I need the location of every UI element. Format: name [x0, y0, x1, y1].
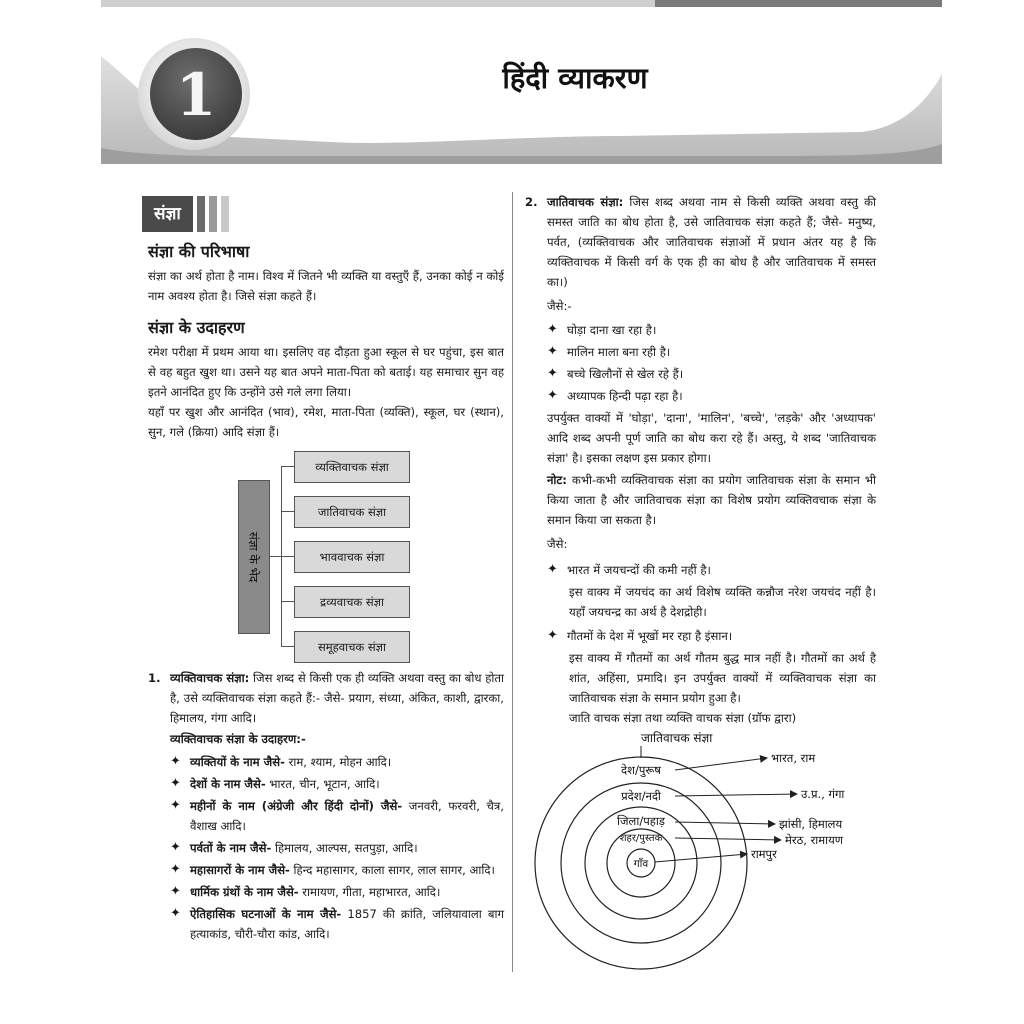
list-item	[547, 364, 876, 384]
list-item	[170, 882, 504, 902]
list-item-label: महीनों के नाम (अंग्रेजी और हिंदी दोनों) जैसे-	[190, 799, 403, 813]
bullet-star-icon: ✦	[547, 562, 558, 577]
note-label: नोट:	[547, 473, 567, 487]
definition-heading: संज्ञा की परिभाषा	[148, 242, 250, 261]
item-number: 1.	[148, 671, 161, 685]
list-item-text: घोड़ा दाना खा रहा है।	[567, 323, 657, 337]
chapter-title: हिंदी व्याकरण	[502, 61, 648, 95]
such-as-label: जैसे:-	[547, 299, 572, 313]
examples-text-2: यहाँ पर खुश और आनंदित (भाव), रमेश, माता-पिता (व्यक्ति), स्कूल, घर (स्थान), सुन, गले (क्रिया) आदि संज्ञा हैं।	[148, 405, 504, 439]
outer-label: जातिवाचक संज्ञा	[641, 731, 713, 745]
diagram-type-box: समूहवाचक संज्ञा	[294, 631, 410, 663]
list-item-text: राम, श्याम, मोहन आदि।	[284, 755, 392, 769]
list-item-text: गौतमों के देश में भूखों मर रहा है इंसान।	[567, 629, 733, 643]
top-bar-dark	[655, 0, 942, 7]
list-item-text: हिन्द महासागर, काला सागर, लाल सागर, आदि।	[289, 863, 495, 877]
list-item	[170, 860, 504, 880]
list-item-label: देशों के नाम जैसे-	[190, 777, 266, 791]
bullet-star-icon: ✦	[170, 906, 181, 921]
connector	[281, 556, 294, 557]
example-label: मेरठ, रामायण	[785, 833, 844, 847]
list-item	[170, 752, 504, 772]
bullet-star-icon: ✦	[170, 884, 181, 899]
list-item-text: 1857 की क्रांति, जलियावाला बाग हत्याकांड, चौरी-चौरा कांड, आदि।	[190, 907, 504, 941]
tab-stripe	[221, 196, 229, 232]
section-tab	[142, 196, 504, 232]
item-number: 2.	[525, 195, 538, 209]
list-item-text: भारत, चीन, भूटान, आदि।	[265, 777, 380, 791]
left-column	[148, 196, 504, 946]
item-term: व्यक्तिवाचक संज्ञा:	[170, 671, 250, 685]
example-label: रामपुर	[751, 847, 777, 861]
example-label: उ.प्र., गंगा	[801, 787, 845, 801]
noun-types-diagram	[148, 450, 504, 656]
examples-heading: संज्ञा के उदाहरण	[148, 318, 245, 337]
ring-label: शहर/पुस्तक	[619, 833, 663, 844]
bullet-star-icon: ✦	[170, 840, 181, 855]
diagram-type-box: भाववाचक संज्ञा	[294, 541, 410, 573]
diagram-type-box: व्यक्तिवाचक संज्ञा	[294, 451, 410, 483]
tab-stripe	[209, 196, 217, 232]
tab-stripe	[197, 196, 205, 232]
list-item-label: धार्मिक ग्रंथों के नाम जैसे-	[190, 885, 299, 899]
connector	[269, 556, 281, 557]
connector	[281, 601, 294, 602]
bullet-star-icon: ✦	[170, 754, 181, 769]
list-item-text: मालिन माला बना रही है।	[567, 345, 671, 359]
diagram-type-box: जातिवाचक संज्ञा	[294, 496, 410, 528]
connector	[281, 511, 294, 512]
concentric-graph-svg	[525, 728, 876, 993]
note-body: कभी-कभी व्यक्तिवाचक संज्ञा का प्रयोग जातिवाचक संज्ञा के समान भी किया जाता है और जातिवाचक संज्ञा का विशेष प्रयोग व्यक्तिवचाक संज्ञा के समान किया जा सकता है।	[547, 473, 876, 527]
item-term: जातिवाचक संज्ञा:	[547, 195, 624, 209]
section-tab-label: संज्ञा	[142, 196, 193, 232]
bullet-star-icon: ✦	[170, 798, 181, 813]
list-item-text: रामायण, गीता, महाभारत, आदि।	[298, 885, 441, 899]
bullet-star-icon: ✦	[547, 366, 558, 381]
list-item-text: हिमालय, आल्पस, सतपुड़ा, आदि।	[271, 841, 418, 855]
diagram-root-label: संज्ञा के भेद	[246, 531, 261, 583]
arrow	[675, 758, 767, 770]
list-item-label: महासागरों के नाम जैसे-	[190, 863, 290, 877]
example-label: झांसी, हिमालय	[779, 817, 843, 831]
list-item	[170, 796, 504, 836]
list-item-text: भारत में जयचन्दों की कमी नहीं है।	[567, 563, 711, 577]
concentric-graph	[525, 728, 876, 993]
graph-caption: जाति वाचक संज्ञा तथा व्यक्ति वाचक संज्ञा (ग्रॉफ द्वारा)	[569, 711, 797, 725]
list-item	[170, 774, 504, 794]
bullet-star-icon: ✦	[170, 776, 181, 791]
arrow	[655, 854, 747, 862]
bullet-star-icon: ✦	[170, 862, 181, 877]
list-item-text: अध्यापक हिन्दी पढ़ा रहा है।	[567, 389, 683, 403]
connector	[281, 646, 294, 647]
item-text	[170, 668, 504, 728]
list-item	[547, 386, 876, 406]
explanation-text: उपर्युक्त वाक्यों में 'घोड़ा', 'दाना', 'मालिन', 'बच्चे', 'लड़के' और 'अध्यापक' आदि शब्द अपनी पूर्ण जाति का बोध करा रहे हैं। अस्तु, ये शब्द 'जातिवाचक संज्ञा' है। इसका लक्षण इस प्रकार होगा।	[547, 411, 876, 465]
list-item	[547, 320, 876, 340]
top-bar-light	[101, 0, 661, 7]
ring-label: देश/पुरूष	[621, 763, 661, 777]
list-item	[547, 560, 876, 580]
examples-text-1: रमेश परीक्षा में प्रथम आया था। इसलिए वह दौड़ता हुआ स्कूल से घर पहुंचा, इस बात से वह बहुत खुश था। उसने यह बात अपने माता-पिता को बताई। यह समाचार सुन वह इतने आनंदित हुए कि उन्होंने उसे गले लगा लिया।	[148, 345, 504, 399]
list-item	[547, 626, 876, 646]
noun-type-item	[525, 192, 876, 292]
list-item	[170, 838, 504, 858]
bullet-star-icon: ✦	[547, 628, 558, 643]
bullet-star-icon: ✦	[547, 344, 558, 359]
arrow	[675, 838, 781, 840]
diagram-type-box: द्रव्यवाचक संज्ञा	[294, 586, 410, 618]
examples-subheading: व्यक्तिवाचक संज्ञा के उदाहरण:-	[170, 732, 306, 746]
connector	[281, 466, 294, 467]
list-item-label: व्यक्तियों के नाम जैसे-	[190, 755, 285, 769]
item-definition: जिस शब्द अथवा नाम से किसी व्यक्ति अथवा वस्तु की समस्त जाति का बोध होता है, उसे जातिवाचक संज्ञा कहते हैं; जैसे- मनुष्य, पर्वत, (व्यक्तिवाचक और जातिवाचक संज्ञाओं में प्रधान अंतर यह है कि व्यक्तिवाचक में किसी वर्ग के एक ही का बोध है और जातिवाचक में समस्त का।)	[547, 195, 876, 289]
list-item-label: ऐतिहासिक घटनाओं के नाम जैसे-	[190, 907, 342, 921]
bullet-star-icon: ✦	[547, 388, 558, 403]
ring-label: प्रदेश/नदी	[621, 789, 661, 803]
chapter-number: 1	[175, 61, 217, 129]
ring-label: जिला/पहाड़	[617, 814, 665, 828]
example-explanation: इस वाक्य में जयचंद का अर्थ विशेष व्यक्ति कन्नौज नरेश जयचंद नहीं है। यहाँ जयचन्द्र का अर्थ है देशद्रोही।	[569, 585, 876, 619]
noun-type-item	[148, 668, 504, 728]
list-item	[170, 904, 504, 944]
list-item	[547, 342, 876, 362]
bullet-star-icon: ✦	[547, 322, 558, 337]
item-text	[547, 192, 876, 292]
list-item-text: बच्चे खिलौनों से खेल रहे हैं।	[567, 367, 684, 381]
arrow	[675, 822, 775, 824]
right-column	[525, 192, 876, 993]
list-item-label: पर्वतों के नाम जैसे-	[190, 841, 272, 855]
definition-text: संज्ञा का अर्थ होता है नाम। विश्व में जितने भी व्यक्ति या वस्तुएँ हैं, उनका कोई न कोई नाम अवश्य होता है। जिसे संज्ञा कहते हैं।	[148, 269, 504, 303]
diagram-root	[238, 480, 270, 634]
arrow	[675, 794, 797, 796]
item-definition: जिस शब्द से किसी एक ही व्यक्ति अथवा वस्तु का बोध होता है, उसे व्यक्तिवाचक संज्ञा कहते हैं:- जैसे- प्रयाग, संध्या, अंकित, काशी, द्वारका, हिमालय, गंगा आदि।	[170, 671, 504, 725]
example-label: भारत, राम	[771, 751, 816, 765]
list-item-text: जनवरी, फरवरी, चैत्र, वैशाख आदि।	[190, 799, 504, 833]
ring-label: गाँव	[633, 858, 649, 870]
example-explanation: इस वाक्य में गौतमों का अर्थ गौतम बुद्ध मात्र नहीं है। गौतमों का अर्थ है शांत, अहिंसा, प्रमादि। इन उपर्युक्त वाक्यों में व्यक्तिवाचक संज्ञा का जातिवाचक संज्ञा के समान प्रयोग हुआ है।	[569, 651, 876, 705]
such-as-label: जैसे:	[547, 537, 568, 551]
column-divider	[512, 192, 513, 972]
note-text	[547, 470, 876, 530]
